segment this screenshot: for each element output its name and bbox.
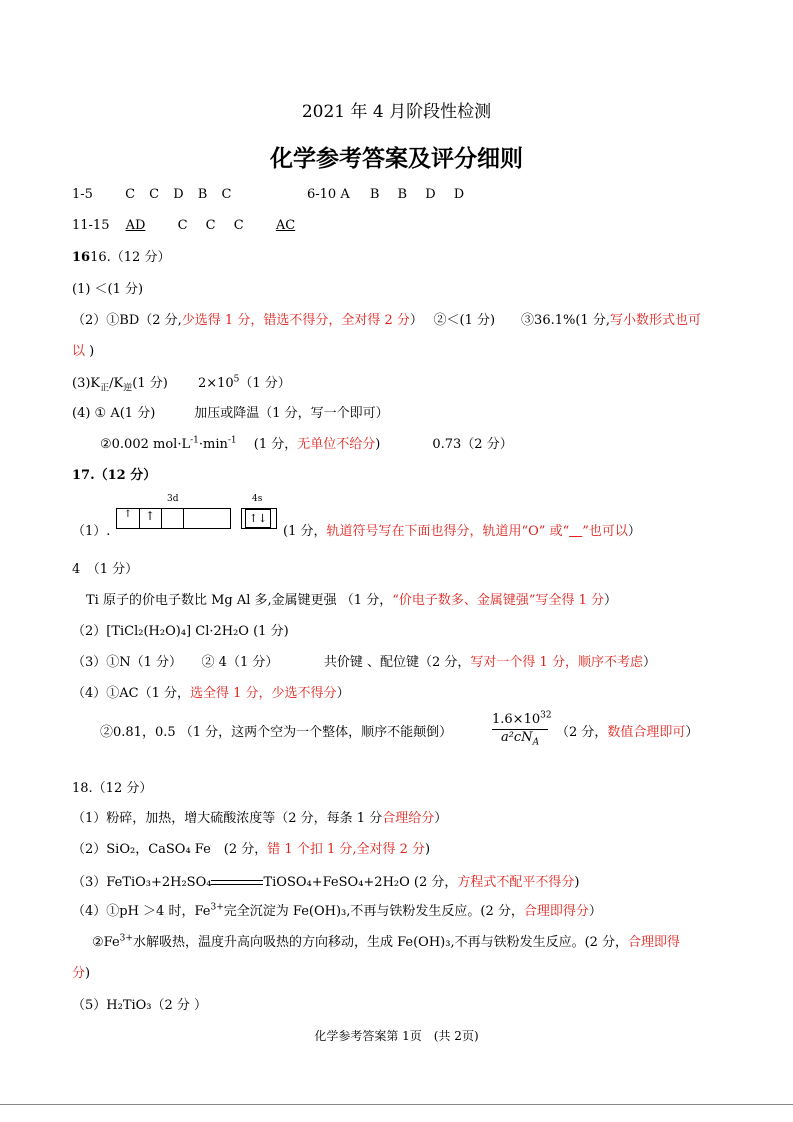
q16-p3-c: (1 分) 2×10 — [132, 376, 234, 391]
q16-part-4b — [100, 436, 513, 454]
density-formula — [492, 710, 552, 748]
q16-part-2 — [72, 312, 701, 330]
q17-part-1-c — [86, 592, 617, 610]
q16-p3-d: （1 分） — [239, 376, 291, 391]
page-footer: 化学参考答案第 1页 (共 2页) — [314, 1029, 479, 1043]
q16-p2-close: ) — [89, 344, 95, 359]
q18-p3-a: （3）FeTiO₃+2H₂SO₄ — [72, 875, 212, 890]
electron-arrow-2: ↑ — [144, 509, 156, 523]
q18-p3-note: 方程式不配平不得分 — [457, 875, 575, 890]
q16-p2-c: ） ②＜(1 分) ③36.1%(1 分, — [409, 313, 610, 328]
q16-part-4: (4) ① A(1 分) 加压或降温（1 分，写一个即可） — [72, 406, 389, 421]
q17-p4b-note: 数值合理即可 — [607, 725, 686, 740]
q18-p4-d: ） — [588, 904, 602, 919]
q18-p2-a: （2）SiO₂，CaSO₄ Fe (2 分， — [72, 842, 268, 857]
q17-p3-note: 写对一个得 1 分，顺序不考虑 — [470, 655, 643, 670]
q16-p2-note-1: 少选得 1 分，错选不得分，全对得 2 分 — [181, 313, 410, 328]
q17-part-2: （2）[TiCl₂(H₂O)₄] Cl·2H₂O (1 分) — [72, 624, 289, 639]
q18-p3-b: TiOSO₄+FeSO₄+2H₂O (2 分， — [263, 875, 458, 890]
q18-p4b-b: 水解吸热，温度升高向吸热的方向移动，生成 Fe(OH)₃,不再与铁粉发生反应。(2 分， — [132, 935, 629, 950]
q18-p4-b: 完全沉淀为 Fe(OH)₃,不再与铁粉发生反应。(2 分， — [223, 904, 524, 919]
q18-p2-c: ) — [425, 842, 431, 857]
mc-row-2-label: 11-15 — [72, 218, 110, 233]
q17-p4-c: ） — [336, 686, 350, 701]
q16-p3-sup: 5 — [233, 374, 240, 385]
document-title: 化学参考答案及评分细则 — [270, 146, 523, 172]
q18-part-4b-cont — [72, 965, 90, 983]
q16-p4b-c: (1 分， — [236, 437, 298, 452]
q17-p4-a: （4）①AC（1 分， — [72, 686, 191, 701]
q16-head: 16.（12 分） — [90, 250, 171, 265]
orbital-3d-cell-1 — [117, 509, 140, 528]
mc-row-1b — [307, 186, 464, 204]
q17-p4b-d: ） — [685, 725, 699, 740]
q17-p4b-b: （2 分， — [556, 725, 608, 740]
mc-row-1-label: 1-5 — [72, 187, 93, 202]
q18-p4b-close: ) — [85, 966, 91, 981]
q16-part-1: (1) ＜(1 分) — [72, 282, 144, 297]
q17-p3-a: （3）①N（1 分） ② 4（1 分） 共价键 、配位键（2 分， — [72, 655, 471, 670]
electron-pair-arrow: ↑↓ — [248, 512, 268, 525]
q17-part-1-b: 4 （1 分） — [72, 562, 139, 577]
q16-heading — [72, 249, 170, 267]
mc-row-1-answers: C C D B C — [125, 187, 232, 202]
q17-p1-note-end: ”也可以 — [582, 524, 628, 539]
formula-numerator-exp: 32 — [540, 710, 552, 721]
q17-p4-note: 选全得 1 分，少选不得分 — [190, 686, 337, 701]
q17-part-4b-score — [556, 724, 698, 742]
formula-denominator-sub: A — [532, 737, 540, 748]
q18-part-3 — [72, 874, 579, 892]
q16-p4b-sup-2: -1 — [227, 435, 237, 446]
formula-denominator-base: a²cN — [500, 730, 533, 745]
orbital-4s-label: 4s — [252, 494, 263, 504]
mc-row-1b-answers: B B D D — [369, 187, 465, 202]
formula-numerator-base: 1.6×10 — [492, 712, 541, 727]
q18-part-5: （5）H₂TiO₃（2 分 ） — [72, 998, 208, 1013]
q17-part-1-prefix: （1）. — [72, 524, 111, 539]
q16-p4b-note: 无单位不给分 — [297, 437, 376, 452]
q18-p1-a: （1）粉碎，加热，增大硫酸浓度等（2 分，每条 1 分 — [72, 811, 383, 826]
q16-p4b-a: ②0.002 mol·L — [100, 437, 191, 452]
q16-part-2-cont — [72, 343, 94, 361]
q18-p4b-note: 合理即得 — [628, 935, 681, 950]
q16-p4b-b: ·min — [198, 437, 228, 452]
q18-p4b-note-cont: 分 — [72, 966, 86, 981]
q18-part-4b — [92, 934, 680, 952]
mc-answer-15: AC — [275, 218, 296, 233]
page-bottom-divider — [0, 1104, 793, 1105]
exam-subtitle: 2021 年 4 月阶段性检测 — [301, 102, 492, 122]
electron-arrow-1: ↑ — [123, 509, 133, 520]
q17-ti-note: “价电子数多、金属键强”写全得 1 分 — [392, 593, 605, 608]
q16-part-3 — [72, 375, 291, 393]
mc-answer-11: AD — [125, 218, 146, 233]
q17-p1-d: ） — [627, 524, 641, 539]
q18-p2-note: 错 1 个扣 1 分,全对得 2 分 — [267, 842, 426, 857]
formula-denominator — [492, 730, 548, 748]
q17-p1-blank — [569, 524, 582, 539]
q17-head: 17.（12 分） — [72, 468, 157, 483]
q16-p4b-sup-1: -1 — [190, 435, 199, 446]
q17-p1-note: 轨道符号写在下面也得分，轨道用“O” 或“ — [326, 524, 570, 539]
q16-p3-sub-1: 正 — [100, 383, 110, 394]
q18-p4-sup: 3+ — [210, 902, 224, 913]
q17-part-4b: ②0.81，0.5 （1 分，这两个空为一个整体，顺序不能颠倒） — [100, 725, 453, 740]
q18-p1-c: ） — [434, 811, 448, 826]
orbital-3d-box — [116, 508, 231, 529]
orbital-3d-cell-2 — [139, 509, 162, 528]
q16-p3-a: (3)K — [72, 376, 101, 391]
q18-p4b-sup: 3+ — [119, 933, 133, 944]
q18-p4b-a: ②Fe — [92, 935, 120, 950]
q16-number: 16 — [72, 250, 91, 265]
q16-p3-b: /K — [109, 376, 124, 391]
q16-p2-note-2: 写小数形式也可 — [609, 313, 701, 328]
mc-answers-12-14: C C C — [177, 218, 244, 233]
orbital-3d-label: 3d — [167, 494, 179, 504]
q18-p4-note: 合理即得分 — [523, 904, 589, 919]
orbital-4s-box — [241, 508, 277, 529]
mc-row-2 — [72, 217, 295, 235]
q17-ti-c: ） — [604, 593, 618, 608]
orbital-4s-cell — [245, 509, 271, 528]
q18-p3-d: ) — [574, 875, 580, 890]
q17-part-1 — [283, 523, 641, 541]
q16-p3-sub-2: 逆 — [123, 383, 133, 394]
q18-part-1 — [72, 810, 447, 828]
q18-p1-note: 合理给分 — [382, 811, 435, 826]
mc-row-1 — [72, 186, 231, 204]
orbital-3d-cell-3 — [161, 509, 184, 528]
q17-p3-c: ） — [642, 655, 656, 670]
mc-row-1b-label: 6-10 A — [307, 187, 350, 202]
q18-heading: 18.（12 分） — [72, 781, 153, 796]
q16-p2-note-2-cont: 以 — [72, 344, 86, 359]
q18-part-4 — [72, 903, 602, 921]
q17-part-4 — [72, 685, 350, 703]
q17-heading — [72, 467, 156, 485]
equation-equals-sign — [211, 879, 263, 887]
q18-p4-a: （4）①pH ＞4 时，Fe — [72, 904, 211, 919]
q17-ti-a: Ti 原子的价电子数比 Mg Al 多,金属键更强 （1 分， — [86, 593, 393, 608]
q18-part-2 — [72, 841, 430, 859]
q17-p1-a: (1 分， — [283, 524, 327, 539]
q16-p4b-e: ) 0.73（2 分） — [375, 437, 513, 452]
q16-p2-a: （2）①BD（2 分, — [72, 313, 182, 328]
q17-part-3 — [72, 654, 656, 672]
formula-numerator — [492, 710, 552, 730]
